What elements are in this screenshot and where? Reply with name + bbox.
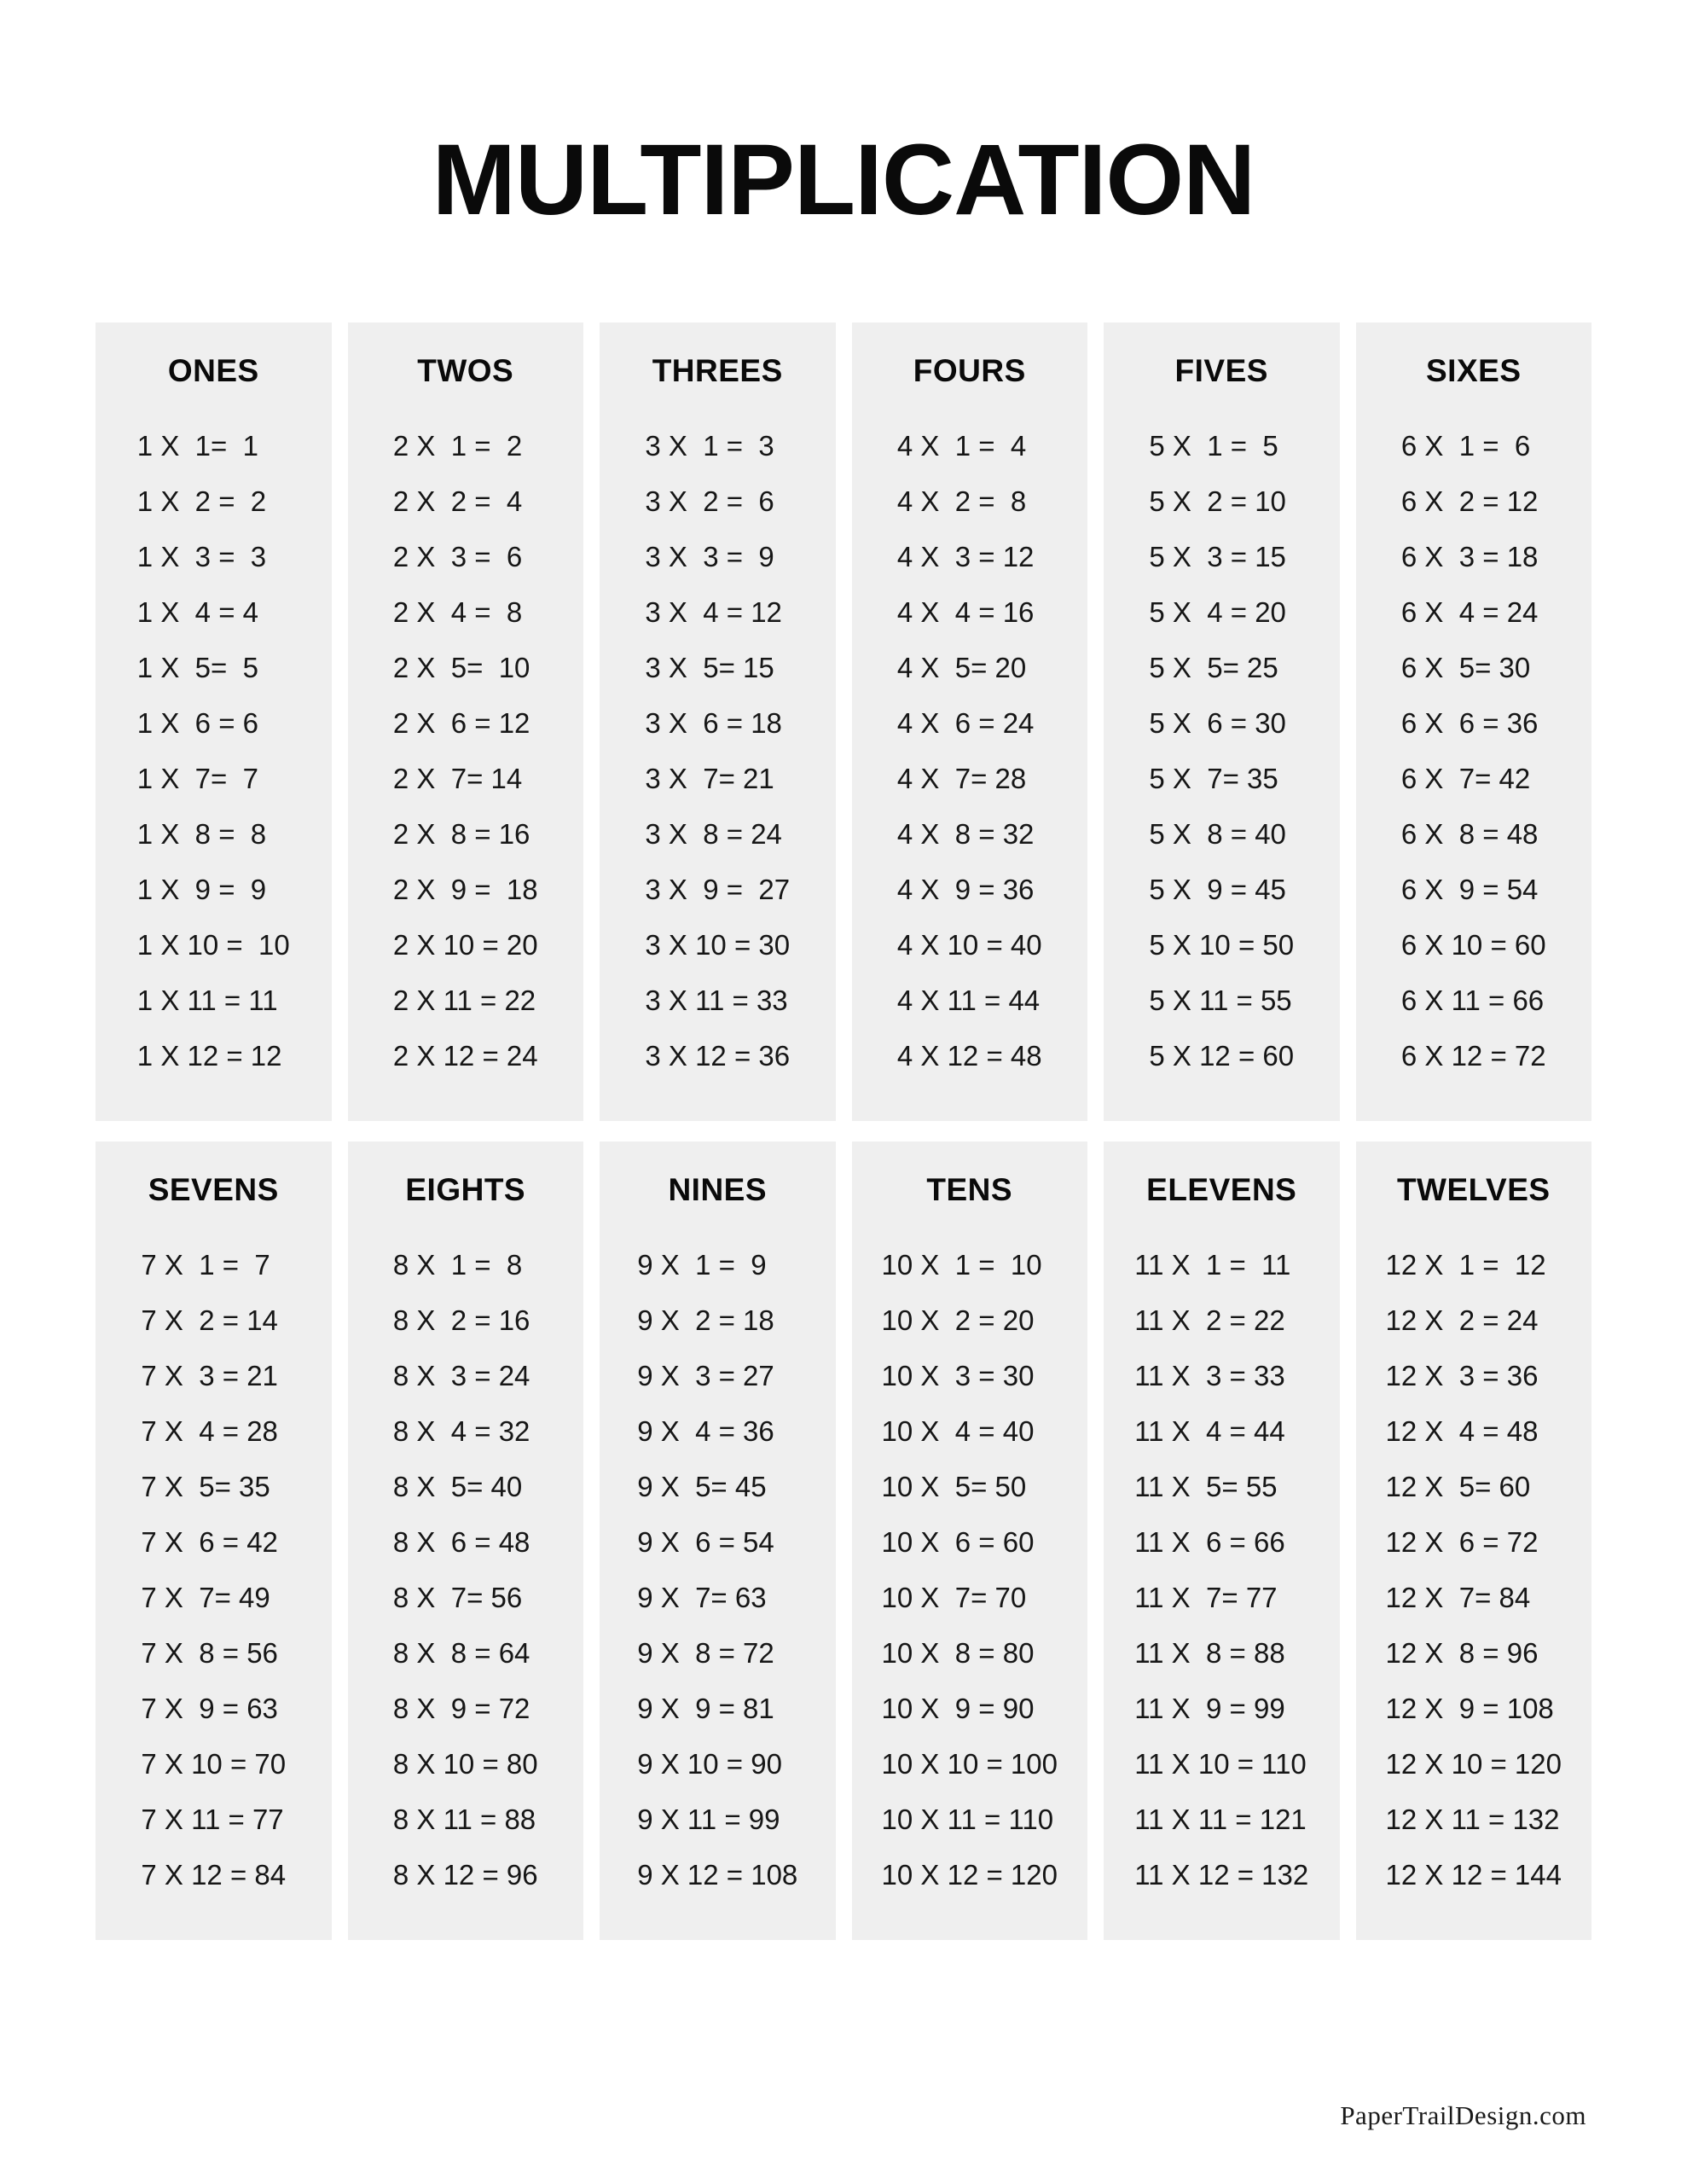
table-heading: TWELVES xyxy=(1396,1172,1551,1207)
table-card xyxy=(348,1141,584,1940)
table-heading: EIGHTS xyxy=(405,1172,526,1207)
table-row: 2 X 6 = 12 xyxy=(392,707,530,739)
table-row: 12 X 7= 84 xyxy=(1385,1582,1531,1613)
table-row: 6 X 11 = 66 xyxy=(1400,985,1545,1016)
table-row: 1 X 8 = 8 xyxy=(136,818,267,850)
table-row: 5 X 3 = 15 xyxy=(1149,541,1286,572)
table-row: 11 X 11 = 121 xyxy=(1134,1804,1307,1835)
table-row: 3 X 10 = 30 xyxy=(645,929,791,961)
table-row: 3 X 2 = 6 xyxy=(645,485,774,517)
table-row: 2 X 5= 10 xyxy=(392,652,530,683)
table-row: 1 X 1= 1 xyxy=(136,430,258,462)
table-card xyxy=(600,322,836,1121)
table-row: 5 X 7= 35 xyxy=(1149,763,1278,794)
table-row: 5 X 8 = 40 xyxy=(1149,818,1286,850)
table-row: 1 X 10 = 10 xyxy=(136,929,290,961)
table-row: 6 X 6 = 36 xyxy=(1400,707,1539,739)
table-row: 1 X 3 = 3 xyxy=(136,541,267,572)
table-row: 11 X 9 = 99 xyxy=(1134,1693,1285,1724)
table-row: 11 X 5= 55 xyxy=(1134,1471,1278,1502)
table-row: 7 X 11 = 77 xyxy=(141,1804,284,1835)
table-row: 12 X 12 = 144 xyxy=(1385,1859,1562,1891)
table-rows xyxy=(645,418,790,1083)
table-row: 7 X 7= 49 xyxy=(141,1582,270,1613)
table-row: 2 X 1 = 2 xyxy=(392,430,523,462)
table-heading: SEVENS xyxy=(148,1172,279,1207)
table-row: 9 X 6 = 54 xyxy=(637,1526,774,1558)
table-rows xyxy=(1401,418,1546,1083)
table-row: 1 X 7= 7 xyxy=(136,763,258,794)
table-row: 11 X 7= 77 xyxy=(1134,1582,1278,1613)
table-row: 4 X 4 = 16 xyxy=(896,596,1035,628)
table-row: 8 X 5= 40 xyxy=(392,1471,523,1502)
table-row: 3 X 3 = 9 xyxy=(645,541,774,572)
table-row: 9 X 1 = 9 xyxy=(637,1249,767,1281)
table-row: 6 X 1 = 6 xyxy=(1400,430,1531,462)
table-row: 12 X 3 = 36 xyxy=(1385,1360,1539,1391)
table-row: 1 X 2 = 2 xyxy=(136,485,267,517)
table-row: 10 X 10 = 100 xyxy=(881,1748,1058,1780)
table-row: 5 X 2 = 10 xyxy=(1149,485,1286,517)
table-row: 9 X 8 = 72 xyxy=(637,1637,774,1669)
table-row: 3 X 11 = 33 xyxy=(645,985,788,1016)
table-row: 5 X 11 = 55 xyxy=(1149,985,1292,1016)
table-row: 8 X 3 = 24 xyxy=(392,1360,530,1391)
table-row: 10 X 7= 70 xyxy=(881,1582,1027,1613)
table-row: 10 X 8 = 80 xyxy=(881,1637,1035,1669)
table-heading: SIXES xyxy=(1426,353,1522,388)
table-row: 4 X 5= 20 xyxy=(896,652,1027,683)
table-row: 1 X 9 = 9 xyxy=(136,874,267,905)
table-row: 5 X 10 = 50 xyxy=(1149,929,1295,961)
table-row: 4 X 10 = 40 xyxy=(896,929,1042,961)
table-row: 11 X 4 = 44 xyxy=(1134,1415,1285,1447)
table-heading: FOURS xyxy=(913,353,1026,388)
table-row: 3 X 5= 15 xyxy=(645,652,774,683)
table-card xyxy=(1356,322,1592,1121)
table-row: 9 X 9 = 81 xyxy=(637,1693,774,1724)
table-row: 8 X 4 = 32 xyxy=(392,1415,530,1447)
table-row: 4 X 3 = 12 xyxy=(896,541,1035,572)
table-row: 9 X 2 = 18 xyxy=(637,1304,774,1336)
table-row: 4 X 1 = 4 xyxy=(896,430,1027,462)
table-row: 12 X 4 = 48 xyxy=(1385,1415,1539,1447)
table-card xyxy=(96,1141,332,1940)
table-row: 7 X 1 = 7 xyxy=(141,1249,270,1281)
table-row: 5 X 1 = 5 xyxy=(1149,430,1278,462)
table-card xyxy=(1356,1141,1592,1940)
table-row: 4 X 7= 28 xyxy=(896,763,1027,794)
table-row: 11 X 8 = 88 xyxy=(1134,1637,1285,1669)
table-row: 9 X 7= 63 xyxy=(637,1582,767,1613)
table-row: 4 X 12 = 48 xyxy=(896,1040,1042,1072)
table-rows xyxy=(393,1237,538,1902)
table-row: 4 X 2 = 8 xyxy=(896,485,1027,517)
table-row: 6 X 10 = 60 xyxy=(1400,929,1546,961)
table-row: 6 X 8 = 48 xyxy=(1400,818,1539,850)
table-row: 2 X 4 = 8 xyxy=(392,596,523,628)
table-row: 9 X 10 = 90 xyxy=(637,1748,782,1780)
table-row: 7 X 8 = 56 xyxy=(141,1637,278,1669)
table-rows xyxy=(141,1237,286,1902)
table-row: 2 X 11 = 22 xyxy=(392,985,536,1016)
table-row: 9 X 3 = 27 xyxy=(637,1360,774,1391)
table-row: 2 X 7= 14 xyxy=(392,763,523,794)
table-row: 8 X 1 = 8 xyxy=(392,1249,523,1281)
table-row: 8 X 2 = 16 xyxy=(392,1304,530,1336)
table-row: 4 X 6 = 24 xyxy=(896,707,1035,739)
table-row: 3 X 6 = 18 xyxy=(645,707,782,739)
table-row: 2 X 8 = 16 xyxy=(392,818,530,850)
table-row: 5 X 4 = 20 xyxy=(1149,596,1286,628)
tables-grid xyxy=(96,322,1591,1940)
table-row: 6 X 9 = 54 xyxy=(1400,874,1539,905)
table-row: 2 X 3 = 6 xyxy=(392,541,523,572)
table-row: 10 X 3 = 30 xyxy=(881,1360,1035,1391)
table-heading: TWOS xyxy=(417,353,514,388)
table-row: 7 X 10 = 70 xyxy=(141,1748,287,1780)
table-row: 5 X 5= 25 xyxy=(1149,652,1278,683)
table-card xyxy=(348,322,584,1121)
table-row: 10 X 2 = 20 xyxy=(881,1304,1035,1336)
table-row: 11 X 12 = 132 xyxy=(1134,1859,1309,1891)
table-row: 10 X 11 = 110 xyxy=(881,1804,1054,1835)
table-row: 8 X 9 = 72 xyxy=(392,1693,530,1724)
table-row: 3 X 4 = 12 xyxy=(645,596,782,628)
table-heading: NINES xyxy=(668,1172,768,1207)
table-row: 11 X 3 = 33 xyxy=(1134,1360,1285,1391)
table-card xyxy=(1104,322,1340,1121)
table-row: 10 X 4 = 40 xyxy=(881,1415,1035,1447)
table-row: 2 X 2 = 4 xyxy=(392,485,523,517)
table-row: 10 X 1 = 10 xyxy=(881,1249,1042,1281)
table-card xyxy=(96,322,332,1121)
table-rows xyxy=(637,1237,797,1902)
table-row: 8 X 7= 56 xyxy=(392,1582,523,1613)
table-row: 12 X 1 = 12 xyxy=(1385,1249,1546,1281)
table-row: 1 X 6 = 6 xyxy=(136,707,258,739)
table-row: 6 X 2 = 12 xyxy=(1400,485,1539,517)
table-row: 12 X 5= 60 xyxy=(1385,1471,1531,1502)
table-row: 6 X 12 = 72 xyxy=(1400,1040,1546,1072)
table-row: 12 X 9 = 108 xyxy=(1385,1693,1554,1724)
table-rows xyxy=(1134,1237,1308,1902)
table-row: 12 X 2 = 24 xyxy=(1385,1304,1539,1336)
table-row: 7 X 9 = 63 xyxy=(141,1693,278,1724)
table-rows xyxy=(882,1237,1058,1902)
table-row: 7 X 4 = 28 xyxy=(141,1415,278,1447)
table-row: 11 X 6 = 66 xyxy=(1134,1526,1285,1558)
table-row: 8 X 11 = 88 xyxy=(392,1804,536,1835)
table-row: 7 X 2 = 14 xyxy=(141,1304,278,1336)
table-row: 8 X 8 = 64 xyxy=(392,1637,530,1669)
table-row: 8 X 6 = 48 xyxy=(392,1526,530,1558)
table-row: 6 X 5= 30 xyxy=(1400,652,1531,683)
table-row: 8 X 10 = 80 xyxy=(392,1748,538,1780)
table-heading: TENS xyxy=(926,1172,1013,1207)
table-rows xyxy=(1149,418,1294,1083)
page-title: MULTIPLICATION xyxy=(432,124,1255,236)
table-row: 1 X 4 = 4 xyxy=(136,596,258,628)
table-row: 7 X 3 = 21 xyxy=(141,1360,278,1391)
table-row: 12 X 8 = 96 xyxy=(1385,1637,1539,1669)
table-row: 3 X 7= 21 xyxy=(645,763,774,794)
table-row: 11 X 10 = 110 xyxy=(1134,1748,1307,1780)
table-row: 9 X 5= 45 xyxy=(637,1471,767,1502)
table-row: 12 X 10 = 120 xyxy=(1385,1748,1562,1780)
table-row: 3 X 12 = 36 xyxy=(645,1040,791,1072)
table-row: 1 X 12 = 12 xyxy=(136,1040,282,1072)
table-heading: ELEVENS xyxy=(1146,1172,1297,1207)
table-row: 6 X 3 = 18 xyxy=(1400,541,1539,572)
table-heading: FIVES xyxy=(1174,353,1268,388)
table-row: 3 X 1 = 3 xyxy=(645,430,774,462)
table-row: 12 X 11 = 132 xyxy=(1385,1804,1560,1835)
table-row: 9 X 11 = 99 xyxy=(637,1804,780,1835)
table-row: 10 X 5= 50 xyxy=(881,1471,1027,1502)
table-heading: ONES xyxy=(167,353,259,388)
table-row: 5 X 9 = 45 xyxy=(1149,874,1286,905)
table-row: 11 X 1 = 11 xyxy=(1134,1249,1291,1281)
table-row: 7 X 6 = 42 xyxy=(141,1526,278,1558)
table-row: 5 X 12 = 60 xyxy=(1149,1040,1295,1072)
table-rows xyxy=(137,418,290,1083)
table-row: 6 X 4 = 24 xyxy=(1400,596,1539,628)
table-row: 4 X 11 = 44 xyxy=(896,985,1041,1016)
table-row: 2 X 9 = 18 xyxy=(392,874,538,905)
table-row: 10 X 9 = 90 xyxy=(881,1693,1035,1724)
table-row: 11 X 2 = 22 xyxy=(1134,1304,1285,1336)
table-row: 10 X 6 = 60 xyxy=(881,1526,1035,1558)
table-row: 1 X 11 = 11 xyxy=(136,985,278,1016)
table-row: 6 X 7= 42 xyxy=(1400,763,1531,794)
table-rows xyxy=(393,418,538,1083)
table-row: 7 X 12 = 84 xyxy=(141,1859,287,1891)
table-row: 4 X 9 = 36 xyxy=(896,874,1035,905)
table-row: 8 X 12 = 96 xyxy=(392,1859,538,1891)
table-card xyxy=(600,1141,836,1940)
table-row: 9 X 12 = 108 xyxy=(637,1859,798,1891)
table-row: 9 X 4 = 36 xyxy=(637,1415,774,1447)
table-row: 5 X 6 = 30 xyxy=(1149,707,1286,739)
table-card xyxy=(852,1141,1088,1940)
table-row: 12 X 6 = 72 xyxy=(1385,1526,1539,1558)
footer-credit: PaperTrailDesign.com xyxy=(1340,2100,1586,2130)
table-row: 3 X 8 = 24 xyxy=(645,818,782,850)
table-row: 2 X 10 = 20 xyxy=(392,929,538,961)
table-row: 3 X 9 = 27 xyxy=(645,874,791,905)
table-row: 2 X 12 = 24 xyxy=(392,1040,538,1072)
table-rows xyxy=(897,418,1042,1083)
table-card xyxy=(852,322,1088,1121)
table-row: 7 X 5= 35 xyxy=(141,1471,270,1502)
table-row: 1 X 5= 5 xyxy=(136,652,258,683)
table-heading: THREES xyxy=(652,353,783,388)
table-row: 10 X 12 = 120 xyxy=(881,1859,1058,1891)
table-rows xyxy=(1386,1237,1562,1902)
table-row: 4 X 8 = 32 xyxy=(896,818,1035,850)
table-card xyxy=(1104,1141,1340,1940)
